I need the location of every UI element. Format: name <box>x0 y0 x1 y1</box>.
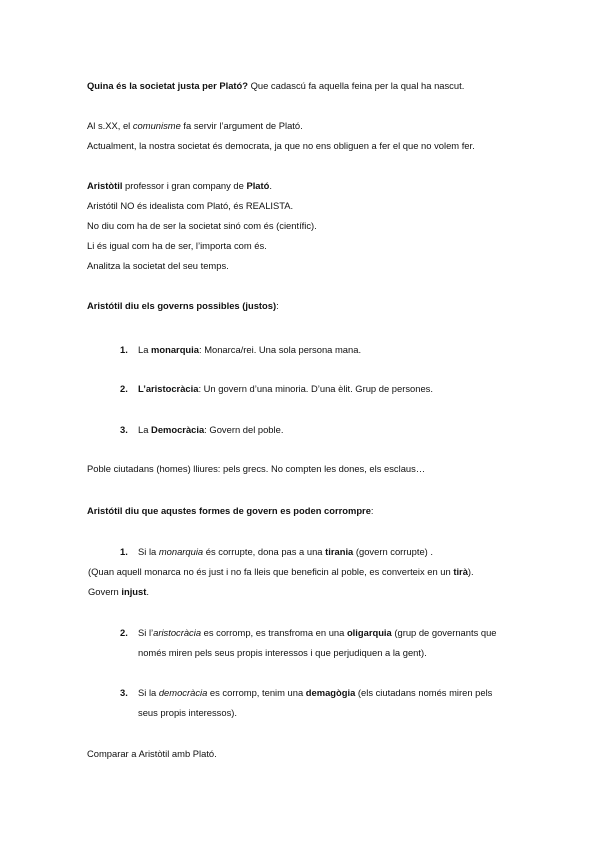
question-bold: Quina és la societat justa per Plató? <box>87 80 248 91</box>
bold-plato: Plató <box>246 180 270 191</box>
text: es corromp, tenim una <box>207 687 306 698</box>
list-number: 1. <box>120 344 128 355</box>
text: : Un govern d’una minoria. D’una èlit. Grup de persones. <box>198 383 433 394</box>
text: es corromp, es transfroma en una <box>201 627 347 638</box>
bold-democracia: Democràcia <box>151 424 205 435</box>
list-item-demagogia-cont: seus propis interessos). <box>138 707 238 718</box>
text: La <box>138 424 152 435</box>
bold-aristotil: Aristòtil <box>87 180 123 191</box>
text: : Govern del poble. <box>204 424 284 435</box>
italic-democracia: democràcia <box>158 687 208 698</box>
text: : <box>276 300 279 311</box>
text: : Monarca/rei. Una sola persona mana. <box>198 344 362 355</box>
text: (Quan aquell monarca no és just i no fa lleis que beneficin al poble, es converteix en un <box>88 566 454 577</box>
paragraph-poble-ciutadans: Poble ciutadans (homes) lliures: pels grecs. No compten les dones, els esclaus… <box>87 463 426 474</box>
paragraph-li-es-igual: Li és igual com ha de ser, l’importa com és. <box>87 240 267 251</box>
question-answer: Que cadascú fa aquella feina per la qual ha nascut. <box>248 80 465 91</box>
text: ). <box>467 566 474 577</box>
paragraph-cientific: No diu com ha de ser la societat sinó com és (científic). <box>87 220 317 231</box>
list-item-monarquia <box>120 344 361 356</box>
italic-monarquia: monarquia <box>158 546 204 557</box>
text: fa servir l’argument de Plató. <box>180 120 303 131</box>
text: Si l’ <box>138 627 154 638</box>
text: . <box>146 586 149 597</box>
paragraph-actualment: Actualment, la nostra societat és democrata, ja que no ens obliguen a fer el que no volem fer. <box>87 140 475 151</box>
list-item-democracia <box>120 424 283 436</box>
text: (govern corrupte) . <box>353 546 433 557</box>
text: Si la <box>138 687 159 698</box>
text: . <box>269 180 272 191</box>
bold-tirania: tirania <box>325 546 354 557</box>
list-item-oligarquia <box>120 627 497 639</box>
text: Al s.XX, el <box>87 120 133 131</box>
list-number: 1. <box>120 546 128 557</box>
text: : <box>370 505 374 516</box>
bold-tira: tirà <box>453 566 468 577</box>
heading-corrompre <box>87 505 374 517</box>
text: (grup de governants que <box>391 627 497 638</box>
paragraph-govern-injust <box>88 586 149 598</box>
list-item-tirania <box>120 546 433 558</box>
list-number: 2. <box>120 627 128 638</box>
list-item-aristocracia <box>120 383 433 395</box>
text: La <box>138 344 152 355</box>
list-item-demagogia <box>120 687 492 699</box>
bold-oligarquia: oligarquia <box>346 627 392 638</box>
text: Si la <box>138 546 159 557</box>
bold-aristocracia: L’aristocràcia <box>138 383 199 394</box>
bold-injust: injust <box>121 586 147 597</box>
heading-bold: Aristótil diu els governs possibles (justos) <box>87 300 277 311</box>
paragraph-plato-question <box>87 80 464 92</box>
paragraph-realista: Aristótil NO és idealista com Plató, és REALISTA. <box>87 200 294 211</box>
list-number: 3. <box>120 424 128 435</box>
text: professor i gran company de <box>122 180 247 191</box>
text: Govern <box>88 586 122 597</box>
italic-comunisme: comunisme <box>132 120 181 131</box>
list-number: 2. <box>120 383 128 394</box>
list-item-oligarquia-cont: només miren pels seus propis interessos i que perjudiquen a la gent). <box>138 647 427 658</box>
bold-demagogia: demagògia <box>305 687 356 698</box>
paragraph-aristotil-intro <box>87 180 272 192</box>
list-number: 3. <box>120 687 128 698</box>
paragraph-comparar: Comparar a Aristòtil amb Plató. <box>87 748 217 759</box>
heading-bold: Aristótil diu que aqustes formes de govern es poden corrompre <box>87 505 371 516</box>
text: (els ciutadans només miren pels <box>355 687 493 698</box>
paragraph-tira-note <box>88 566 474 578</box>
heading-governs-possibles <box>87 300 279 312</box>
italic-aristocracia: aristocràcia <box>153 627 202 638</box>
paragraph-analitza: Analitza la societat del seu temps. <box>87 260 229 271</box>
text: és corrupte, dona pas a una <box>203 546 326 557</box>
paragraph-comunisme <box>87 120 303 132</box>
bold-monarquia: monarquia <box>151 344 199 355</box>
